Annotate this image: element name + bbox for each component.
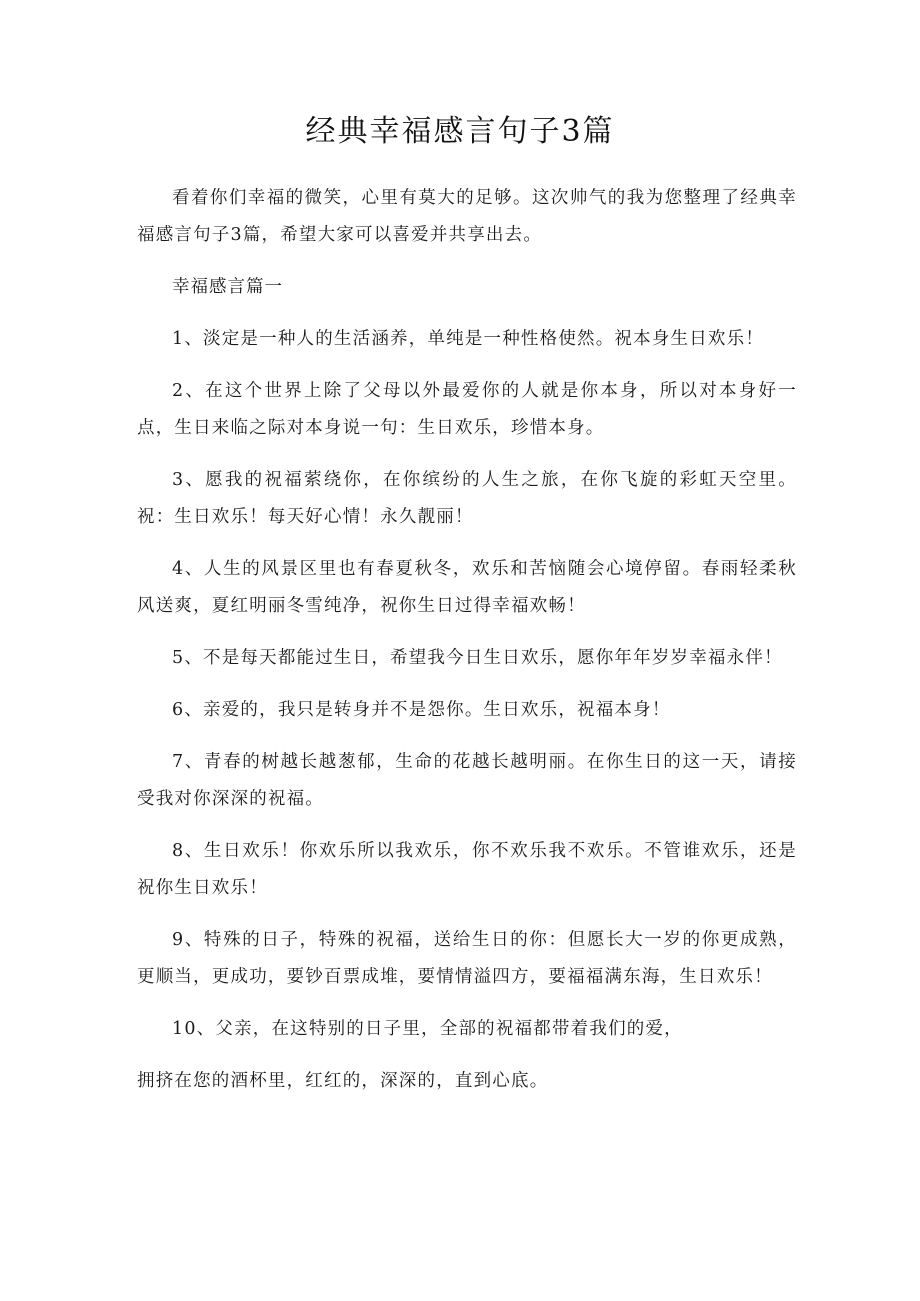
list-item: 10、父亲，在这特别的日子里，全部的祝福都带着我们的爱， <box>172 1019 683 1039</box>
intro-paragraph: 看着你们幸福的微笑，心里有莫大的足够。这次帅气的我为您整理了经典幸福感言句子3篇，希望大家可以喜爱并共享出去。 <box>137 188 797 245</box>
list-item: 6、亲爱的，我只是转身并不是怨你。生日欢乐，祝福本身！ <box>172 700 671 720</box>
list-item-continuation: 拥挤在您的酒杯里，红红的，深深的，直到心底。 <box>137 1071 549 1091</box>
section-heading: 幸福感言篇一 <box>172 277 283 297</box>
list-item: 4、人生的风景区里也有春夏秋冬，欢乐和苦恼随会心境停留。春雨轻柔秋风送爽，夏红明丽冬雪纯净，祝你生日过得幸福欢畅！ <box>137 559 797 616</box>
list-item: 2、在这个世界上除了父母以外最爱你的人就是你本身，所以对本身好一点，生日来临之际对本身说一句：生日欢乐，珍惜本身。 <box>137 381 797 438</box>
document-body <box>137 180 797 1115</box>
list-item: 9、特殊的日子，特殊的祝福，送给生日的你：但愿长大一岁的你更成熟，更顺当，更成功，要钞百票成堆，要情情溢四方，要福福满东海，生日欢乐！ <box>137 930 797 987</box>
list-item: 7、青春的树越长越葱郁，生命的花越长越明丽。在你生日的这一天，请接受我对你深深的祝福。 <box>137 752 797 809</box>
document-title: 经典幸福感言句子3篇 <box>305 114 615 149</box>
list-item: 8、生日欢乐！你欢乐所以我欢乐，你不欢乐我不欢乐。不管谁欢乐，还是祝你生日欢乐！ <box>137 841 797 898</box>
list-item: 3、愿我的祝福萦绕你，在你缤纷的人生之旅，在你飞旋的彩虹天空里。祝：生日欢乐！每天好心情！永久靓丽！ <box>137 470 797 527</box>
list-item: 5、不是每天都能过生日，希望我今日生日欢乐，愿你年年岁岁幸福永伴！ <box>172 648 783 668</box>
list-item: 1、淡定是一种人的生活涵养，单纯是一种性格使然。祝本身生日欢乐！ <box>172 329 765 349</box>
